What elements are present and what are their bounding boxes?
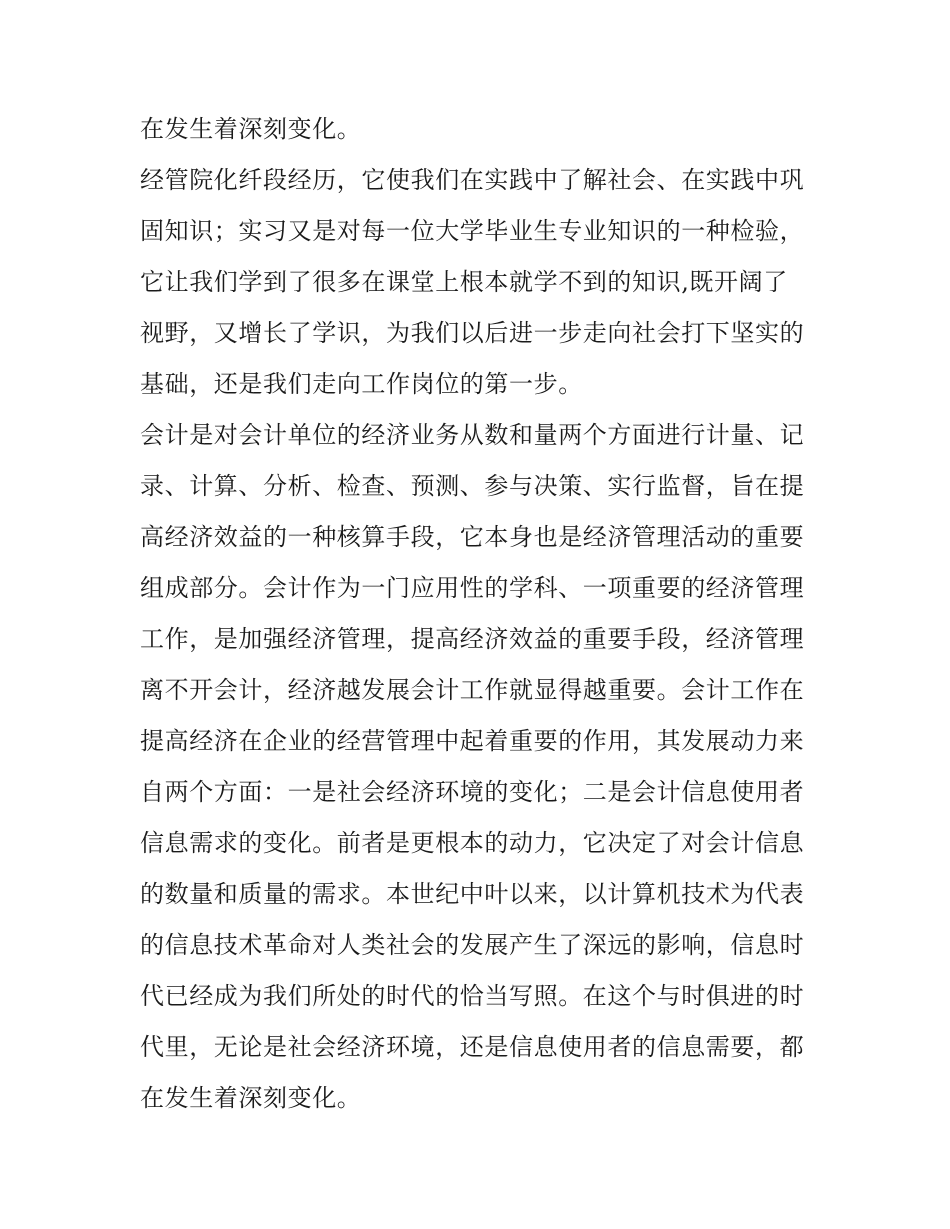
- text-line: 工作，是加强经济管理，提高经济效益的重要手段，经济管理: [140, 625, 805, 653]
- text-line: 提高经济在企业的经营管理中起着重要的作用，其发展动力来: [140, 727, 805, 755]
- text-line: 视野，又增长了学识，为我们以后进一步走向社会打下坚实的: [140, 319, 805, 347]
- text-line: 的信息技术革命对人类社会的发展产生了深远的影响，信息时: [140, 931, 805, 959]
- document-body: [140, 104, 812, 1124]
- text-line: 离不开会计，经济越发展会计工作就显得越重要。会计工作在: [140, 676, 805, 704]
- text-line: 会计是对会计单位的经济业务从数和量两个方面进行计量、记: [140, 421, 805, 449]
- text-line: 经管院化纤段经历，它使我们在实践中了解社会、在实践中巩: [140, 166, 805, 194]
- text-line: 的数量和质量的需求。本世纪中叶以来，以计算机技术为代表: [140, 880, 805, 908]
- text-line: 信息需求的变化。前者是更根本的动力，它决定了对会计信息: [140, 829, 805, 857]
- text-line: 高经济效益的一种核算手段，它本身也是经济管理活动的重要: [140, 523, 805, 551]
- text-line: 录、计算、分析、检查、预测、参与决策、实行监督，旨在提: [140, 472, 805, 500]
- text-line: 固知识；实习又是对每一位大学毕业生专业知识的一种检验，: [140, 217, 805, 245]
- text-line: 基础，还是我们走向工作岗位的第一步。: [140, 370, 583, 398]
- text-line: 自两个方面：一是社会经济环境的变化；二是会计信息使用者: [140, 778, 805, 806]
- text-line: 组成部分。会计作为一门应用性的学科、一项重要的经济管理: [140, 574, 805, 602]
- text-line: 代已经成为我们所处的时代的恰当写照。在这个与时俱进的时: [140, 982, 805, 1010]
- text-line: 在发生着深刻变化。: [140, 115, 362, 143]
- text-line: 它让我们学到了很多在课堂上根本就学不到的知识,既开阔了: [140, 268, 788, 296]
- text-line: 代里，无论是社会经济环境，还是信息使用者的信息需要，都: [140, 1033, 805, 1061]
- text-line: 在发生着深刻变化。: [140, 1084, 362, 1112]
